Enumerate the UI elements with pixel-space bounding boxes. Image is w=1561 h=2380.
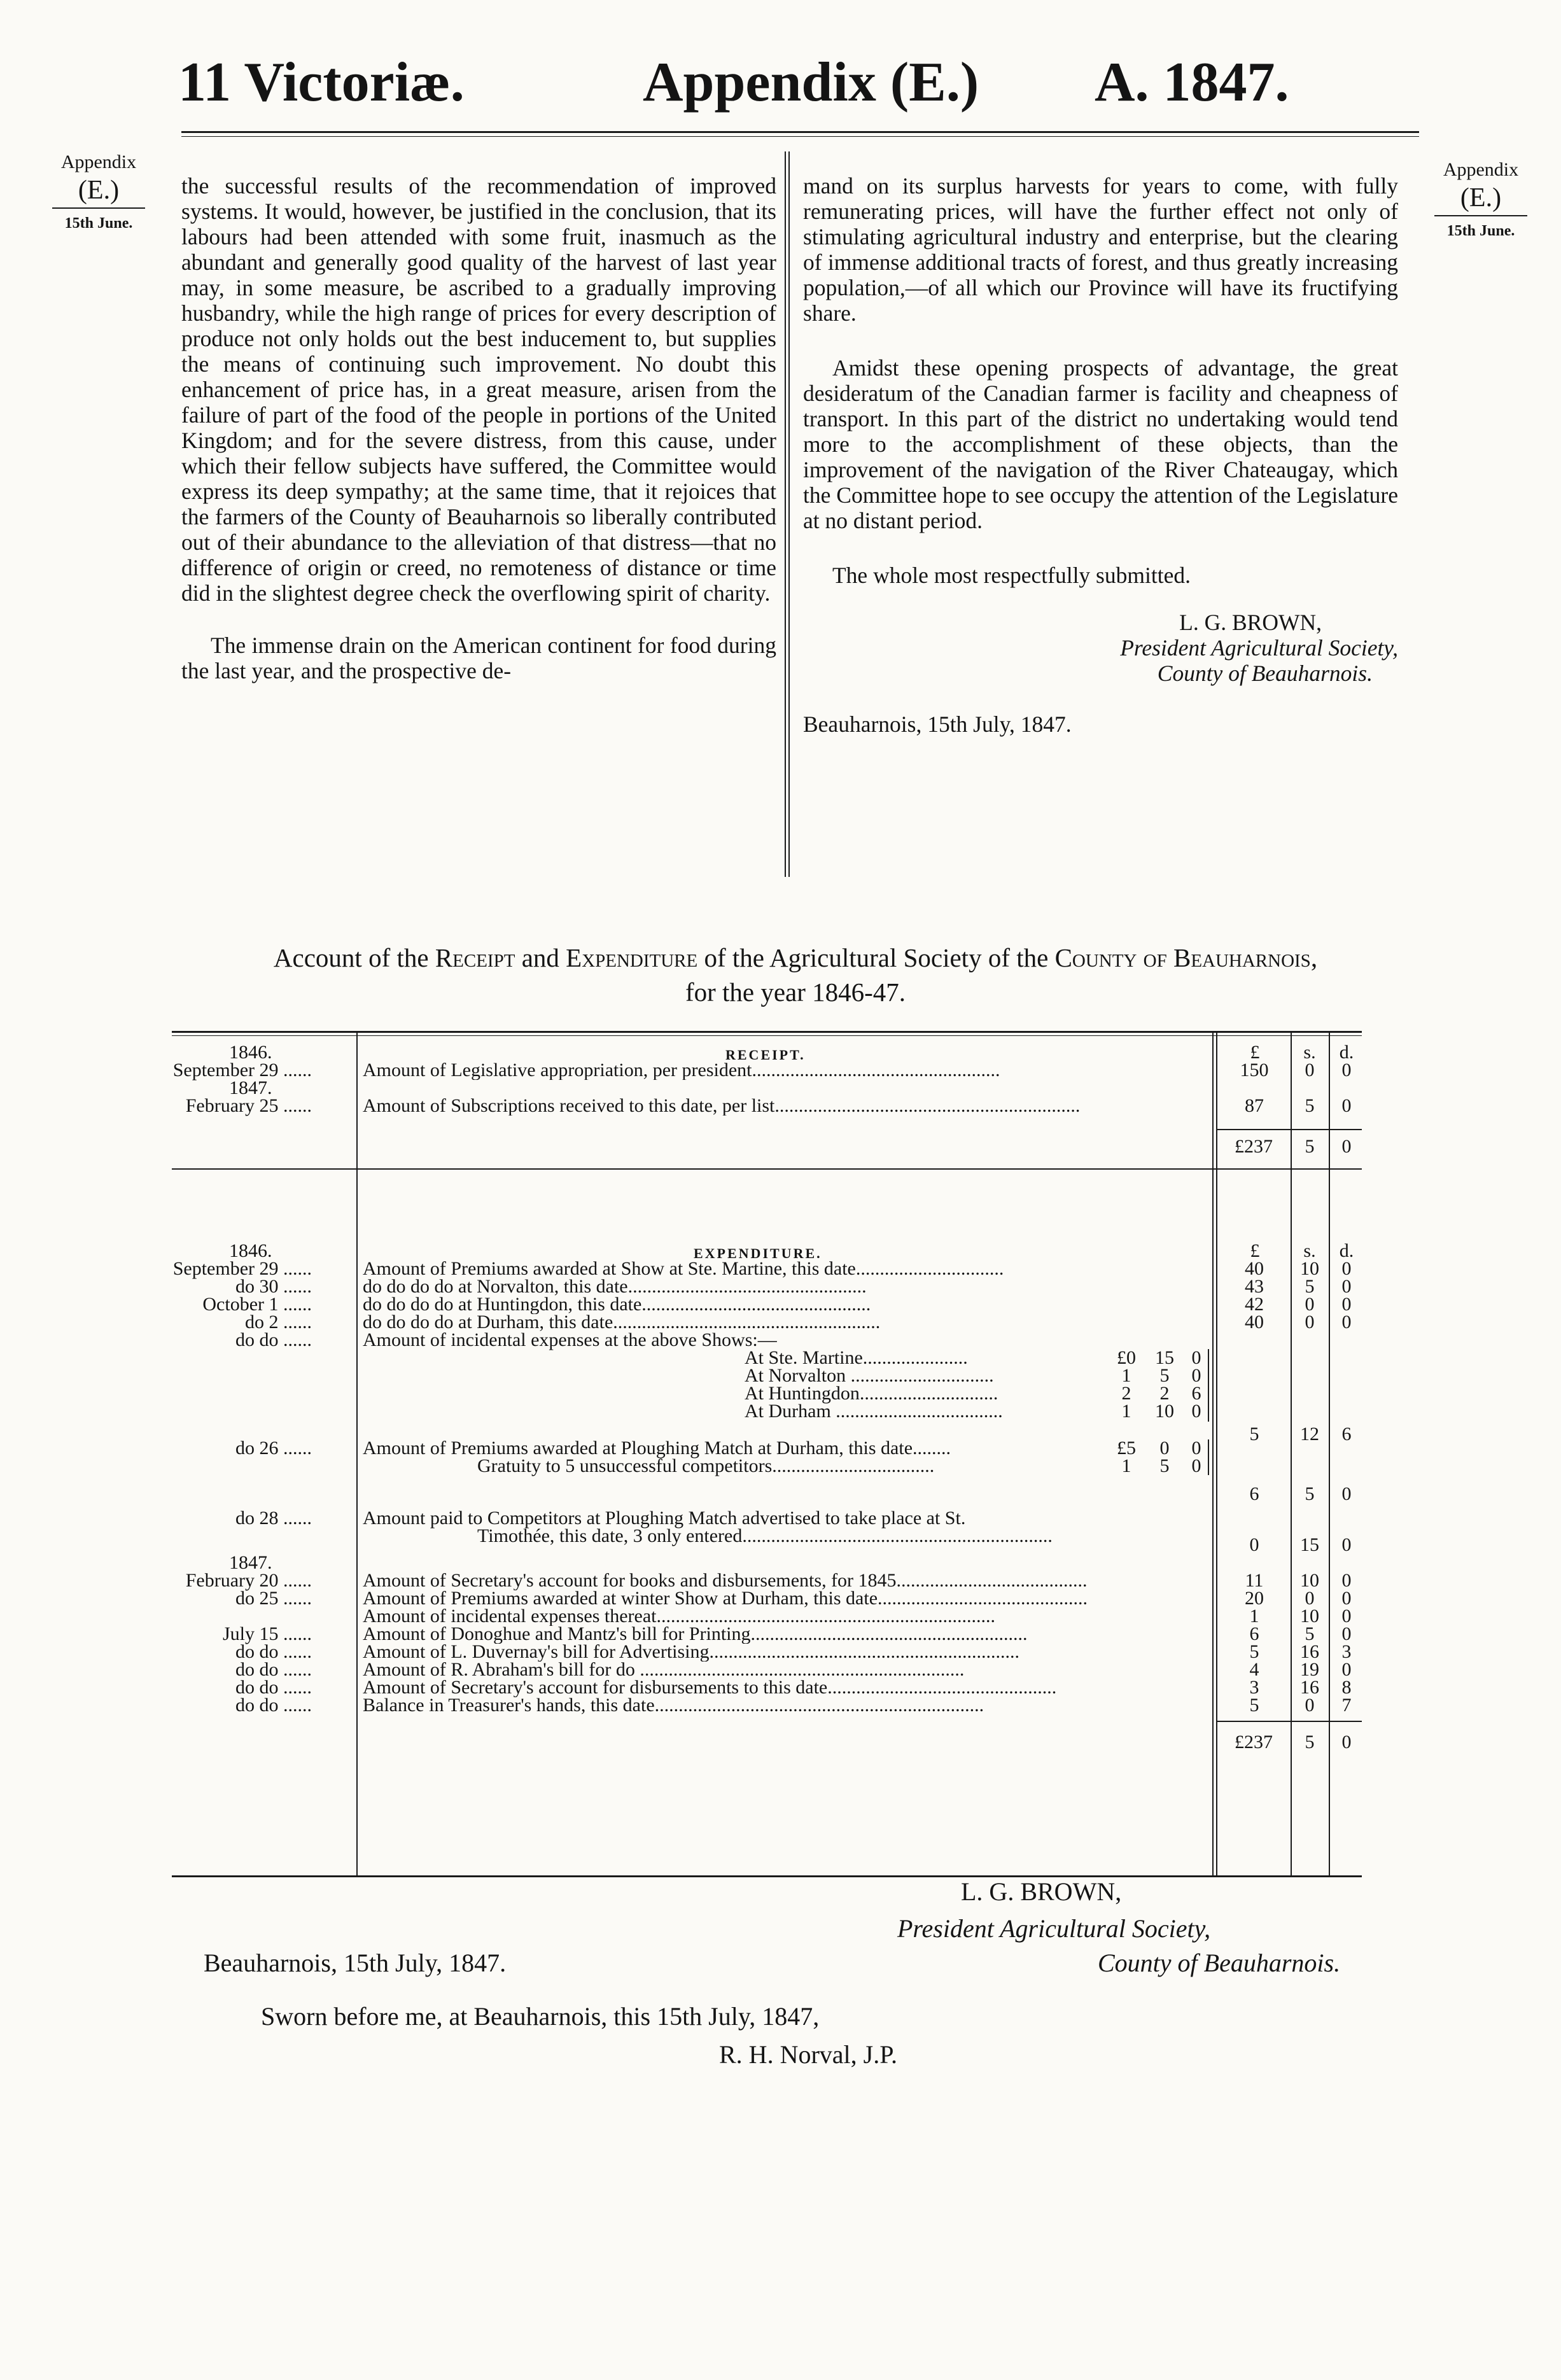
report-paragraph: mand on its surplus harvests for years to come, with fully remunerating prices, will have the further effect not only of stimulating agricultural industry and enterprise, but the clearing of immense additional tracts of forest, and thus greatly increasing population,—of all which our Province will have its fructifying share.: [803, 173, 1398, 326]
report-closing-line: The whole most respectfully submitted.: [832, 563, 1191, 588]
account-table: [172, 1031, 1362, 1877]
header-right: A. 1847.: [1095, 52, 1289, 113]
report-signature-county: County of Beauharnois.: [1157, 661, 1373, 686]
expenditure-heading: EXPENDITURE.: [694, 1245, 822, 1261]
table-rule-top: [172, 1031, 1362, 1033]
report-column-right: [803, 173, 1398, 737]
closing-signature-county: County of Beauharnois.: [1098, 1949, 1341, 1977]
sworn-statement: Sworn before me, at Beauharnois, this 15th July, 1847,: [261, 2002, 820, 2031]
report-paragraph: the successful results of the recommendation of improved systems. It would, however, be justified in the conclusion, that its labours had been attended with some fruit, inasmuch as the abundant and generally good quality of the harvest of last year may, in some measure, be ascribed to a gradually improving husbandry, while the high range of prices for every description of produce not only holds out the best inducement to, but supplies the means of continuing such improvement. No doubt this enhancement of price has, in a great measure, arisen from the failure of part of the food of the people in portions of the United Kingdom; and for the severe distress, from this cause, under which their fellow subjects have suffered, the Committee would express its deep sympathy; at the same time, that it rejoices that the farmers of the County of Beauharnois so liberally contributed out of their abundance to the alleviation of that distress—that no difference of origin or creed, no remoteness of distance or time did in the slightest degree check the overflowing spirit of charity.: [181, 173, 776, 606]
column-divider: [788, 151, 790, 877]
column-divider: [785, 151, 786, 877]
report-paragraph: Amidst these opening prospects of advantage, the great desideratum of the Canadian farmer is facility and cheapness of transport. In this part of the district no undertaking would tend more to the accomplishment of these objects, than the improvement of the navigation of the River Chateaugay, which the Committee hope to see occupy the attention of the Legislature at no distant period.: [803, 355, 1398, 533]
header-left: 11 Victoriæ.: [178, 52, 465, 113]
closing-signature-name: L. G. BROWN,: [961, 1877, 1122, 1906]
report-signature-name: L. G. BROWN,: [1179, 610, 1322, 635]
header-center: Appendix (E.): [643, 52, 979, 113]
incidental-total: 5: [1249, 1424, 1259, 1445]
report-column-left: [181, 173, 776, 683]
account-title: Account of the Receipt and Expenditure of the Agricultural Society of the County of Beauharnois, for the year 1846-47.: [273, 943, 1318, 1007]
header-rule-thin: [181, 136, 1419, 137]
section-rule: [172, 1168, 1362, 1170]
expenditure-section: 1846. EXPENDITURE. £ s. d. September 29 ...... Amount of Premiums awarded at Show at Ste. Martine, this date............................... 40 10 0 do 30 ...... do do do do at Norvalton, this date.................................................. 43 5 0 October 1 ...... do do do do at Huntingdon, this date................................................ 42 0 0 do 2 ...... do do do do at Durham, this date........................................................ 40 0 0 do do ...... Amount of incidental expenses at the above Shows:— At Ste. Martine...................... £0 15 0 At Norvalton .............................. 1 5 0 At Huntingdon............................. 2 2 6 At Durham ................................... 1 10 0 5 12 6 do 26 ...... Amount of Premiums awarded at Ploughing Match at Durham, this date........ £5 0 0 Gratuity to 5 unsuccessful competitors.................................. 1 5 0 6 5 0 do 28 ...... Amount paid to Competitors at Ploughing Match advertised to take place at St. Timothée, this date, 3 only entered................................................................. 0 15 0 1847. February 20 ...... Amount of Secretary's account for books and disbursements, for 1845........................................ 11 10 0 do 25 ...... Amount of Premiums awarded at winter Show at Durham, this date............................................ 20 0 0 Amount of incidental expenses thereat....................................................................... 1 10 0 July 15 ...... Amount of Donoghue and Mantz's bill for Printing.......................................................... 6 5 0 do do ...... Amount of L. Duvernay's bill for Advertising................................................................. 5 16 3 do do ...... Amount of R. Abraham's bill for do .................................................................... 4 19 0 do do ...... Amount of Secretary's account for disbursements to this date................................................ 3 16 8 do do ...... Balance in Treasurer's hands, this date..................................................................... 5 0 7 £237 5 0: [172, 1242, 1362, 1866]
margin-note-left: Appendix (E.) 15th June.: [38, 150, 159, 235]
receipt-heading: RECEIPT.: [725, 1047, 806, 1063]
justice-of-peace: R. H. Norval, J.P.: [719, 2040, 898, 2069]
ploughing-total: 6: [1249, 1483, 1259, 1504]
receipt-section: 1846. RECEIPT. £ s. d. September 29 ...... Amount of Legislative appropriation, per president.................................................... 150 0 0 1847. February 25 ...... Amount of Subscriptions received to this date, per list................................................................ 87 5 0 £237 5 0: [172, 1044, 1362, 1203]
report-signature-title: President Agricultural Society,: [1120, 635, 1398, 661]
closing-signature-title: President Agricultural Society,: [897, 1914, 1211, 1943]
header-rule: [181, 131, 1419, 133]
table-rule-bottom: [172, 1875, 1362, 1877]
receipt-total: £237: [1235, 1136, 1273, 1157]
expenditure-total: £237: [1235, 1732, 1273, 1753]
report-paragraph: The immense drain on the American continent for food during the last year, and the prospective de-: [181, 633, 776, 683]
report-place-date: Beauharnois, 15th July, 1847.: [803, 711, 1072, 737]
margin-note-right: Appendix (E.) 15th June.: [1420, 158, 1541, 243]
closing-place-date: Beauharnois, 15th July, 1847.: [204, 1949, 507, 1977]
